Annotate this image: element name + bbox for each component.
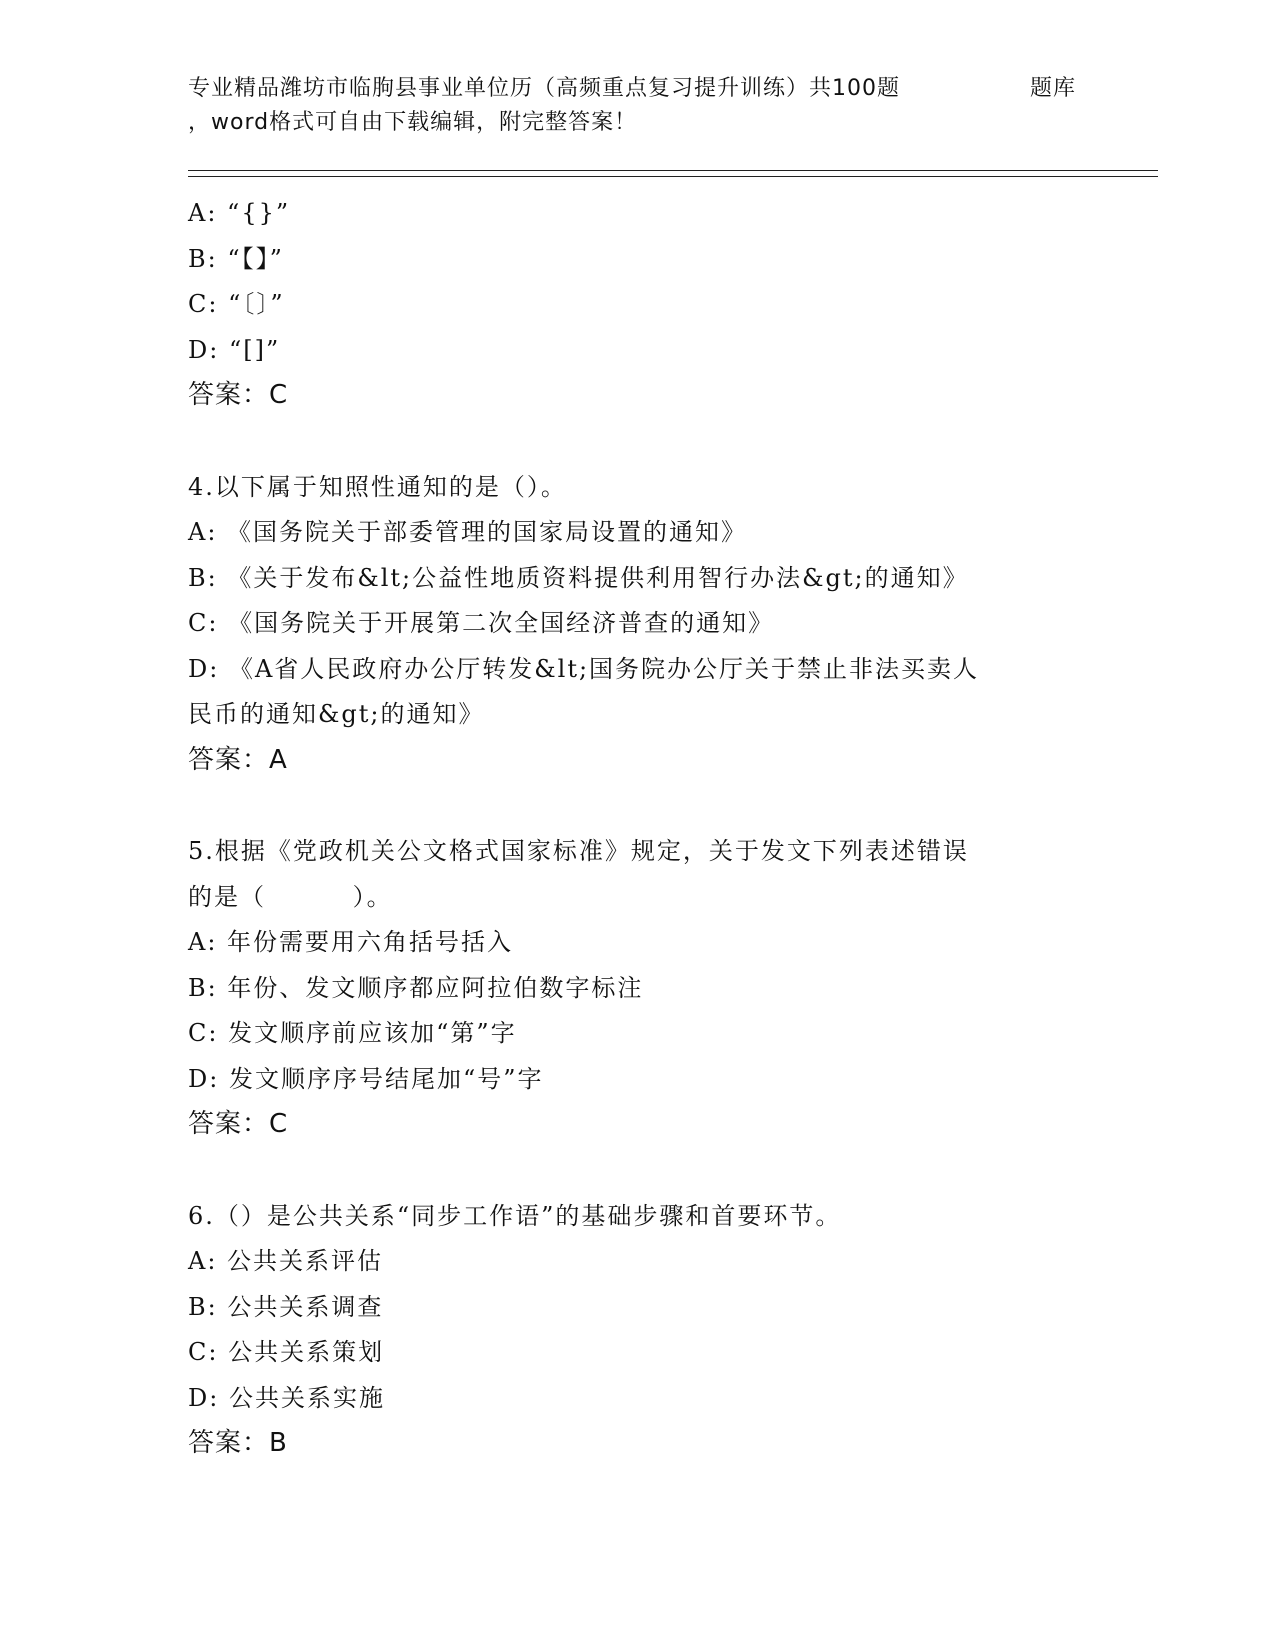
question-stem-continued: 的是（ ）。: [188, 882, 393, 911]
option-c: C: 发文顺序前应该加“第”字: [188, 1019, 517, 1047]
option-b: B: 《关于发布&lt;公益性地质资料提供利用智行办法&gt;的通知》: [188, 563, 969, 592]
option-d-continued: 民币的通知&gt;的通知》: [188, 700, 485, 728]
question-stem: 4.以下属于知照性通知的是（）。: [188, 472, 567, 501]
question-stem: 5.根据《党政机关公文格式国家标准》规定，关于发文下列表述错误: [188, 837, 969, 865]
answer-line: 答案：C: [188, 380, 289, 410]
option-c: C: 《国务院关于开展第二次全国经济普查的通知》: [188, 609, 775, 637]
option-b: B: 公共关系调查: [188, 1292, 384, 1321]
option-d: D: 发文顺序序号结尾加“号”字: [188, 1064, 544, 1093]
answer-line: 答案：A: [188, 744, 288, 775]
answer-line: 答案：B: [188, 1428, 288, 1458]
option-a: A: 年份需要用六角括号括入: [188, 928, 514, 956]
option-d: D: 公共关系实施: [188, 1383, 385, 1412]
option-d: D: 《A省人民政府办公厅转发&lt;国务院办公厅关于禁止非法买卖人: [188, 654, 980, 683]
header-rule-top: [188, 170, 1158, 171]
option-a: A: 《国务院关于部委管理的国家局设置的通知》: [188, 518, 748, 546]
question-list: [188, 191, 1088, 1467]
document-header: [188, 72, 1158, 140]
question-6: [188, 1194, 1088, 1467]
header-tag: 题库: [1030, 76, 1077, 101]
option-c: C: 公共关系策划: [188, 1338, 385, 1366]
option-a: A: 公共关系评估: [188, 1247, 384, 1275]
header-title: 专业精品潍坊市临朐县事业单位历（高频重点复习提升训练）共100题: [188, 76, 900, 101]
header-rule-bottom: [188, 176, 1158, 177]
option-c: C: “〔〕”: [188, 290, 285, 318]
option-a: A: “{}”: [188, 199, 291, 227]
option-d: D: “[]”: [188, 335, 281, 364]
option-b: B: “【】”: [188, 244, 284, 273]
header-subtitle: ，word格式可自由下载编辑，附完整答案！: [188, 110, 638, 135]
question-5: [188, 829, 1088, 1148]
option-b: B: 年份、发文顺序都应阿拉伯数字标注: [188, 973, 644, 1002]
question-4: [188, 465, 1088, 784]
question-stem: 6.（）是公共关系“同步工作语”的基础步骤和首要环节。: [188, 1201, 842, 1230]
question-3: [188, 191, 1088, 419]
answer-line: 答案：C: [188, 1109, 289, 1139]
